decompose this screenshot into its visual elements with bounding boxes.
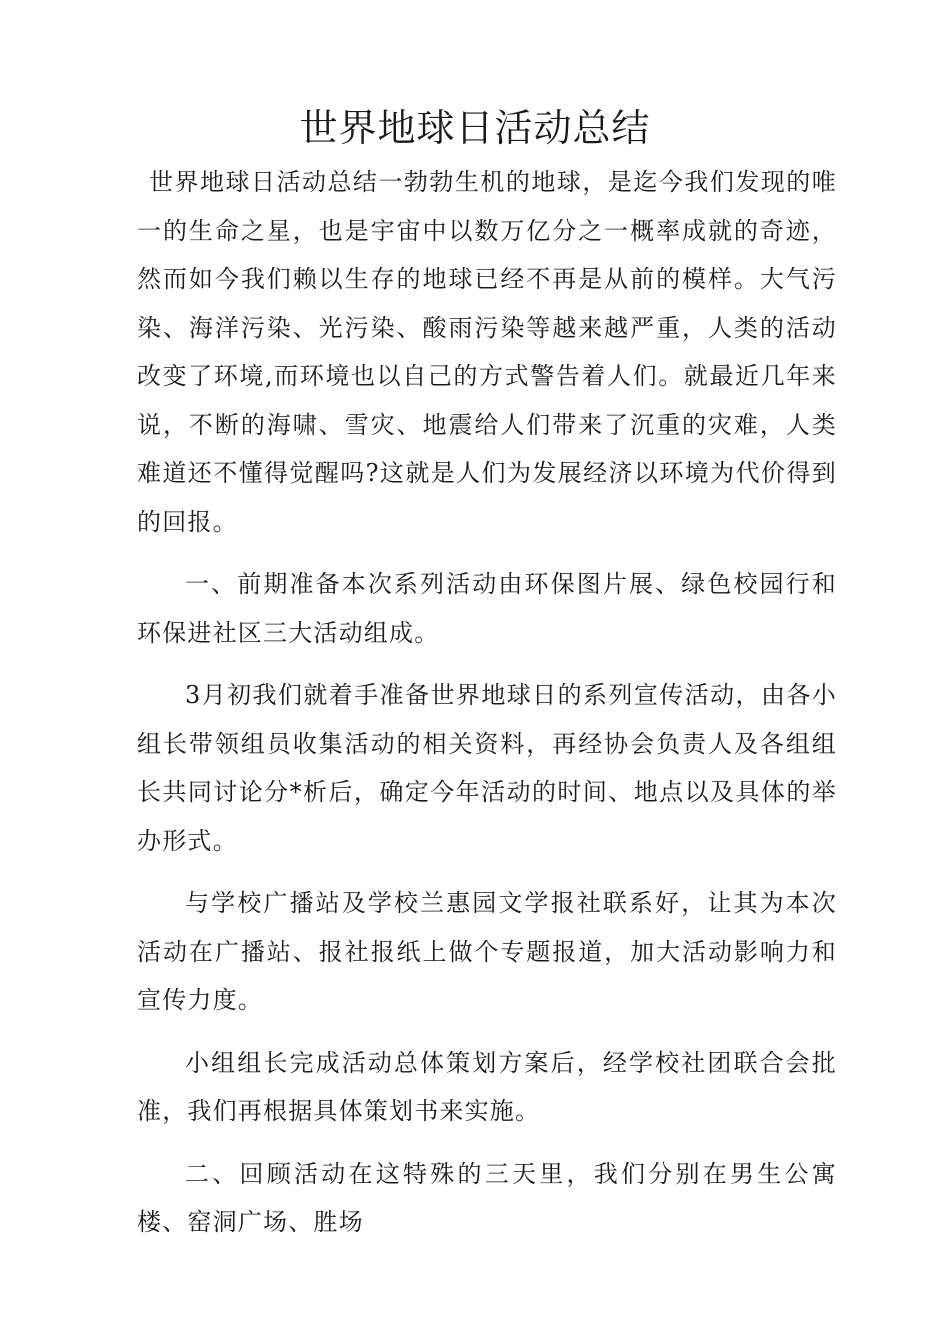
paragraph-review: 二、回顾活动在这特殊的三天里，我们分别在男生公寓楼、窑洞广场、胜场 [137, 1159, 837, 1236]
document-title: 世界地球日活动总结 [299, 106, 651, 150]
paragraph-publicity: 与学校广播站及学校兰惠园文学报社联系好，让其为本次活动在广播站、报社报纸上做个专题报道，加大活动影响力和宣传力度。 [137, 889, 837, 1014]
paragraph-march-plan: 3月初我们就着手准备世界地球日的系列宣传活动，由各小组长带领组员收集活动的相关资料，再经协会负责人及各组组长共同讨论分*析后，确定今年活动的时间、地点以及具体的举办形式。 [137, 681, 837, 855]
document-body [137, 158, 837, 1247]
paragraph-approval: 小组组长完成活动总体策划方案后，经学校社团联合会批准，我们再根据具体策划书来实施。 [137, 1048, 837, 1125]
paragraph-preparation: 一、前期准备本次系列活动由环保图片展、绿色校园行和环保进社区三大活动组成。 [137, 570, 837, 647]
paragraph-intro: 世界地球日活动总结一勃勃生机的地球，是迄今我们发现的唯一的生命之星，也是宇宙中以数万亿分之一概率成就的奇迹，然而如今我们赖以生存的地球已经不再是从前的模样。大气污染、海洋污染、光污染、酸雨污染等越来越严重，人类的活动改变了环境,而环境也以自己的方式警告着人们。就最近几年来说，不断的海啸、雪灾、地震给人们带来了沉重的灾难，人类难道还不懂得觉醒吗?这就是人们为发展经济以环境为代价得到的回报。 [137, 168, 837, 536]
